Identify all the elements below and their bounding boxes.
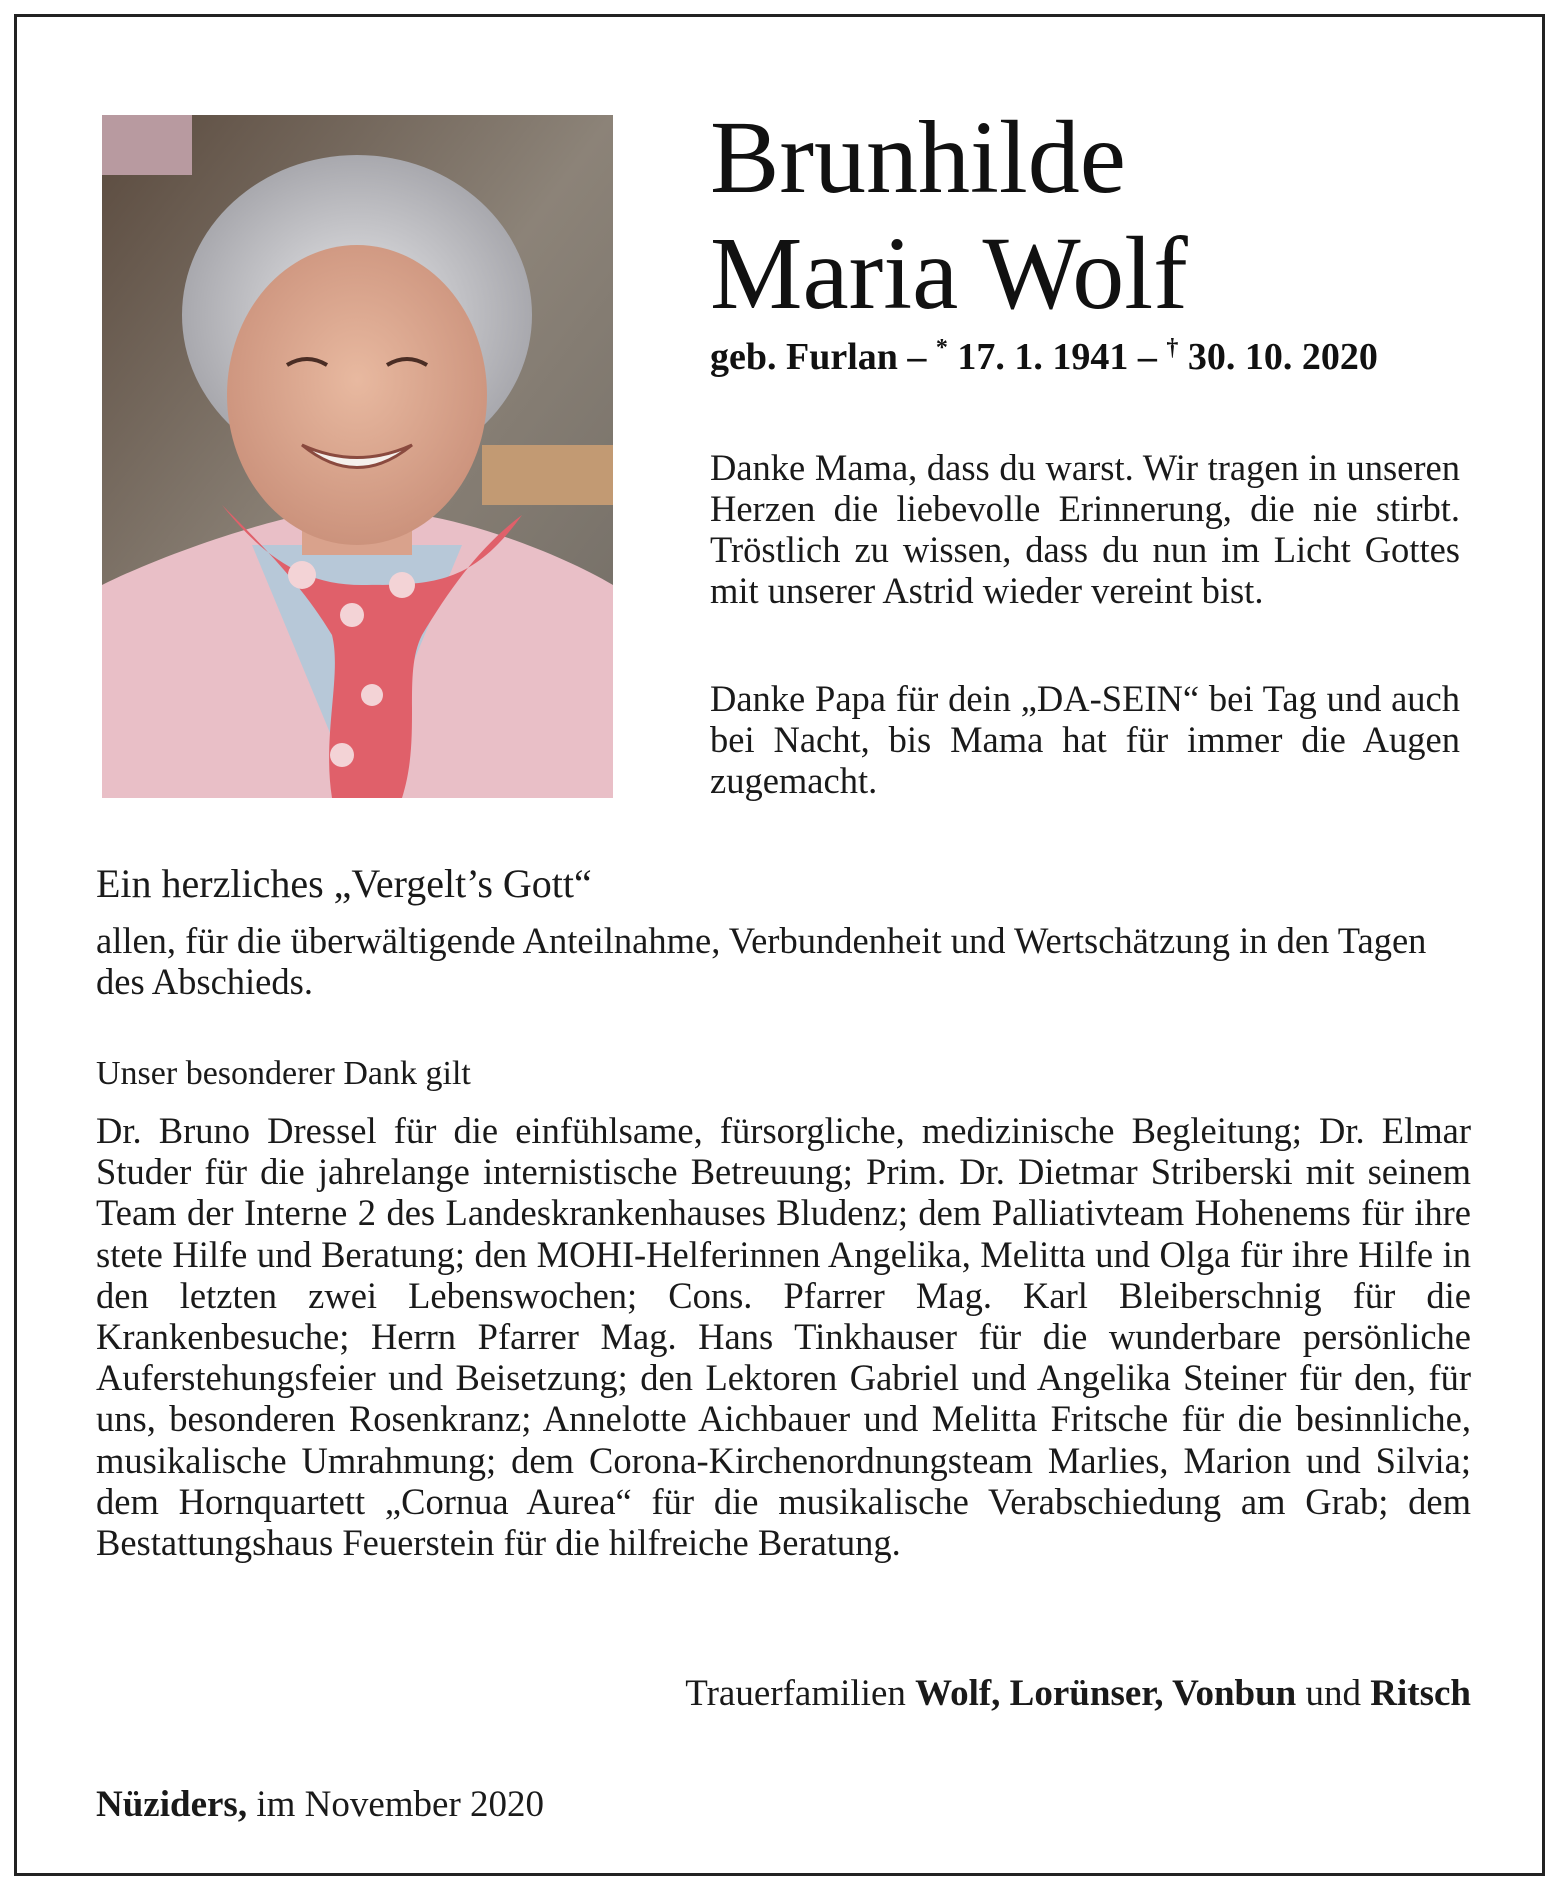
family-names: Wolf, Lorünser, Vonbun [915,1673,1297,1714]
signature-and: und [1296,1673,1371,1714]
portrait-photo [102,115,613,798]
thanks-heading: Ein herzliches „Vergelt’s Gott“ [96,861,592,906]
month-year: im November 2020 [247,1784,545,1825]
death-symbol: † [1166,335,1179,361]
dedication-mama: Danke Mama, dass du warst. Wir tragen in unseren Herzen die liebevolle Erinnerung, die nie stirbt. Tröstlich zu wissen, dass du nun im Licht Gottes mit unserer Astrid wieder vereint bist. [710,447,1460,611]
place-date [96,1783,544,1826]
signature-prefix: Trauerfamilien [685,1673,916,1714]
name-line-1: Brunhilde [710,100,1126,215]
family-signature [685,1672,1471,1715]
deceased-name [710,100,1188,332]
special-thanks-label: Unser besonderer Dank gilt [96,1055,471,1092]
special-thanks-text: Dr. Bruno Dressel für die einfühlsame, fürsorgliche, medizinische Begleitung; Dr. Elmar Studer für die jahrelange internistische Betreuung; Prim. Dr. Dietmar Striberski mit seinem Team der Interne 2 des Landeskrankenhauses Bludenz; dem Palliativteam Hohenems für ihre stete Hilfe und Beratung; den MOHI-Helferinnen Angelika, Melitta und Olga für ihre Hilfe in den letzten zwei Lebenswochen; Cons. Pfarrer Mag. Karl Bleiberschnig für die Krankenbesuche; Herrn Pfarrer Mag. Hans Tinkhauser für die wunderbare persönliche Auferstehungsfeier und Beisetzung; den Lektoren Gabriel und Angelika Steiner für den, für uns, besonderen Rosenkranz; Annelotte Aichbauer und Melitta Fritsche für die besinnliche, musikalische Umrahmung; dem Corona-Kirchenordnungsteam Marlies, Marion und Silvia; dem Hornquartett „Cornua Aurea“ für die musikalische Verabschiedung am Grab; dem Bestattungshaus Feuerstein für die hilfreiche Beratung. [96,1110,1471,1564]
date-separator: – [1128,336,1167,378]
date-separator: – [897,336,936,378]
name-line-2: Maria Wolf [710,216,1188,331]
birth-date: 17. 1. 1941 [947,336,1129,378]
life-dates [710,335,1378,379]
birth-symbol: * [935,335,948,361]
thanks-text: allen, für die überwältigende Anteilnahme, Verbundenheit und Wertschätzung in den Tagen des Abschieds. [96,920,1427,1002]
dedication-papa: Danke Papa für dein „DA-SEIN“ bei Tag und auch bei Nacht, bis Mama hat für immer die Augen zugemacht. [710,678,1460,801]
birth-name: geb. Furlan [710,336,898,378]
death-date: 30. 10. 2020 [1178,336,1378,378]
family-name-last: Ritsch [1370,1673,1471,1714]
town: Nüziders, [96,1784,248,1825]
